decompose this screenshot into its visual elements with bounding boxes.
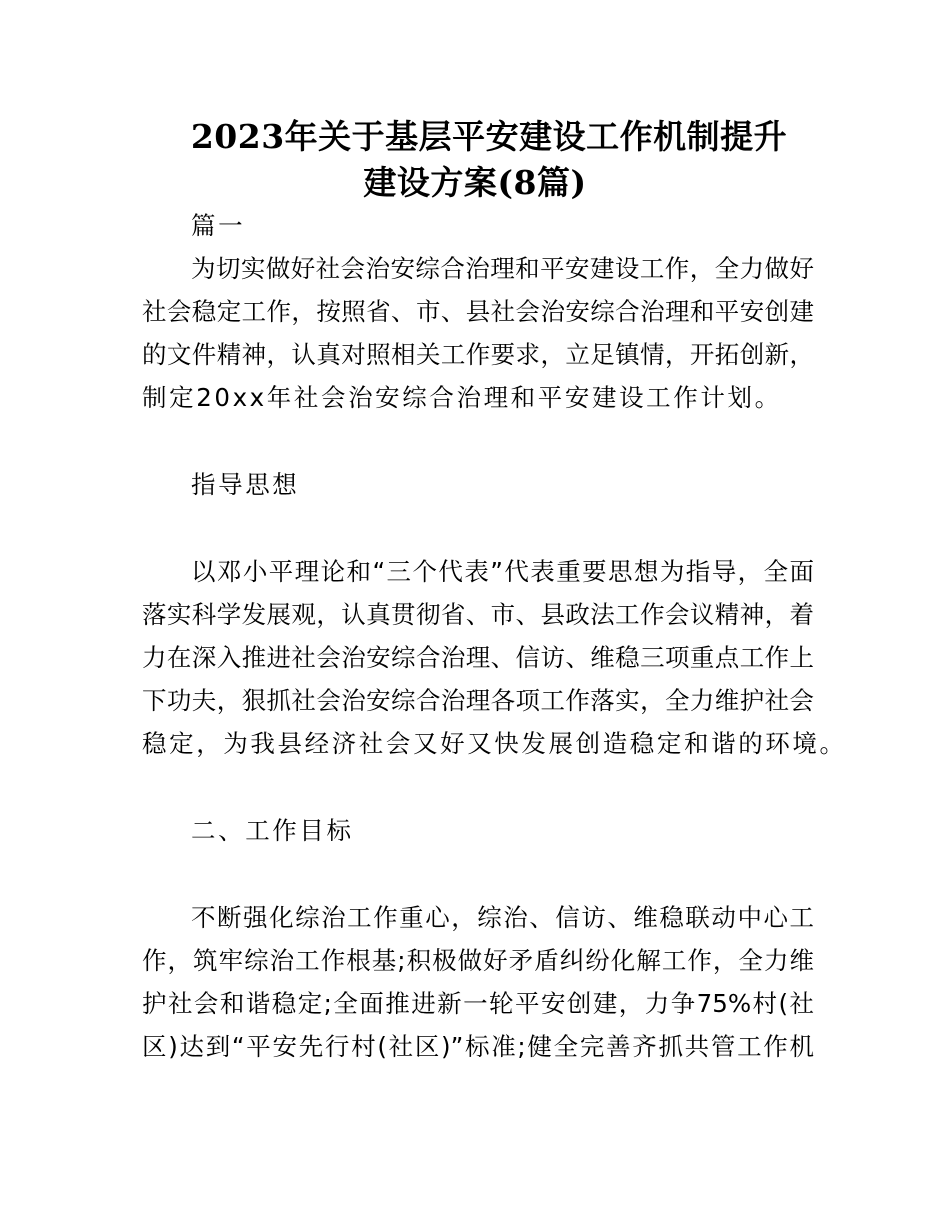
intro-paragraph-line: 制定20xx年社会治安综合治理和平安建设工作计划。 (142, 383, 782, 412)
goals-paragraph-line: 作，筑牢综治工作根基;积极做好矛盾纠纷化解工作，全力维 (142, 946, 814, 975)
document-title-line-1: 2023年关于基层平安建设工作机制提升 (190, 117, 788, 156)
guiding-paragraph-line: 落实科学发展观，认真贯彻省、市、县政法工作会议精神，着 (142, 600, 814, 629)
goals-paragraph-line: 护社会和谐稳定;全面推进新一轮平安创建，力争75%村(社 (142, 989, 814, 1018)
guiding-paragraph-line: 以邓小平理论和“三个代表”代表重要思想为指导，全面 (191, 557, 814, 586)
intro-paragraph-line: 的文件精神，认真对照相关工作要求，立足镇情，开拓创新， (142, 340, 814, 369)
guiding-paragraph-line: 下功夫，狠抓社会治安综合治理各项工作落实，全力维护社会 (142, 686, 814, 715)
guiding-paragraph-line: 稳定，为我县经济社会又好又快发展创造稳定和谐的环境。 (142, 729, 847, 758)
goals-paragraph-line: 不断强化综治工作重心，综治、信访、维稳联动中心工 (191, 903, 814, 932)
intro-paragraph-line: 为切实做好社会治安综合治理和平安建设工作，全力做好 (191, 254, 814, 283)
goals-paragraph-line: 区)达到“平安先行村(社区)”标准;健全完善齐抓共管工作机 (142, 1032, 814, 1061)
document-title-line-2: 建设方案(8篇) (363, 163, 587, 202)
heading-guiding-thought: 指导思想 (191, 470, 300, 499)
guiding-paragraph-line: 力在深入推进社会治安综合治理、信访、维稳三项重点工作上 (142, 643, 814, 672)
intro-paragraph-line: 社会稳定工作，按照省、市、县社会治安综合治理和平安创建 (142, 297, 814, 326)
heading-work-goals: 二、工作目标 (191, 816, 354, 845)
section-label: 篇一 (191, 211, 246, 240)
